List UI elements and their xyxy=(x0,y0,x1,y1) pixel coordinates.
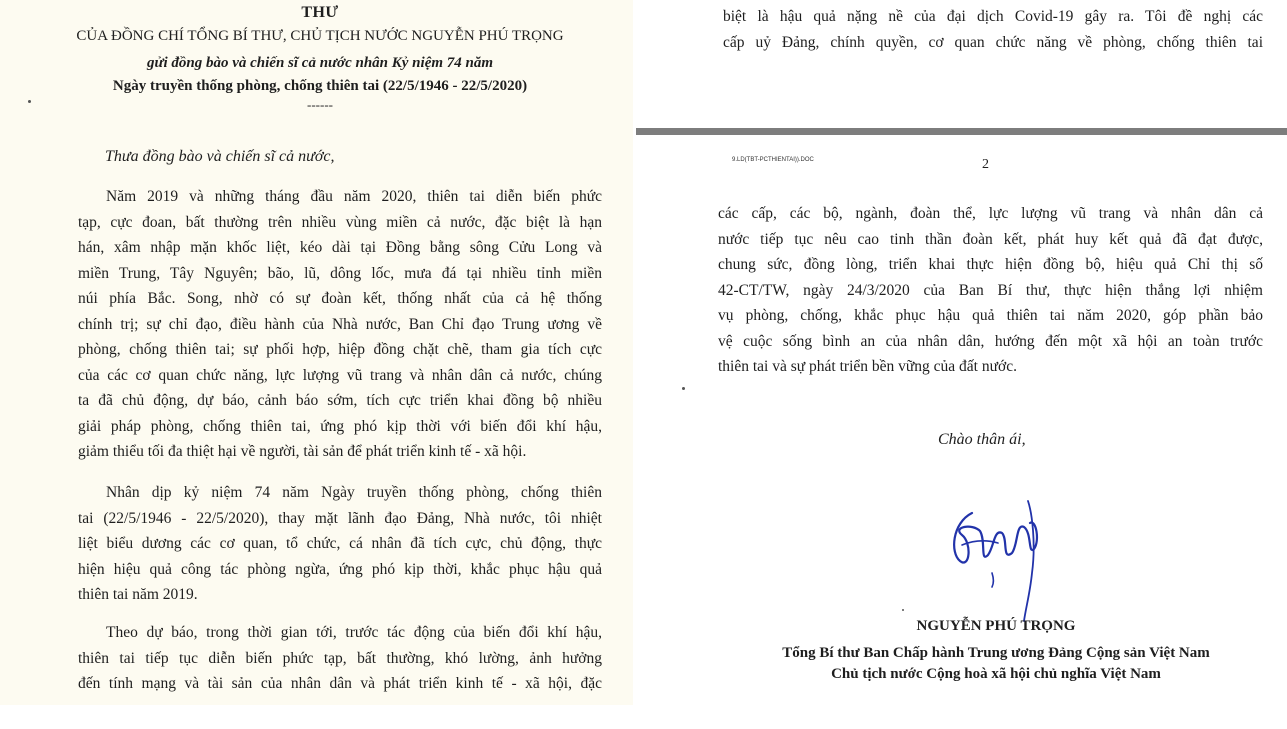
paragraph-line: ta đã chủ động, dự báo, cảnh báo sớm, tích cực triển khai đồng bộ nhiều xyxy=(78,392,602,409)
paragraph-line: núi phía Bắc. Song, nhờ có sự đoàn kết, thống nhất của cả hệ thống xyxy=(78,290,602,307)
paragraph-line: hán, xâm nhập mặn khốc liệt, kéo dài tại Đồng bằng sông Cửu Long và xyxy=(78,239,602,256)
paragraph-line: tạp, cực đoan, bất thường trên nhiều vùng miền cả nước, đặc biệt là hạn xyxy=(78,213,602,231)
paragraph-line: đến tính mạng và tài sản của nhân dân và phát triển kinh tế - xã hội, đặc xyxy=(78,675,602,692)
paragraph-line: miền Trung, Tây Nguyên; bão, lũ, dông lốc, mưa đá tại nhiều tỉnh miền xyxy=(78,264,602,282)
paragraph-line: phòng, chống thiên tai; sự phối hợp, hiệp đồng chặt chẽ, tham gia tích cực xyxy=(78,341,602,358)
paragraph-line: các cấp, các bộ, ngành, đoàn thể, lực lượng vũ trang và nhân dân cả xyxy=(718,205,1263,222)
paragraph-line: cấp uỷ Đảng, chính quyền, cơ quan chức năng về phòng, chống thiên tai xyxy=(723,33,1263,51)
paragraph-line: liệt biểu dương các cơ quan, tổ chức, cá nhân đã tích cực, chủ động, thực xyxy=(78,535,602,552)
page-divider xyxy=(636,128,1287,135)
closing-greeting: Chào thân ái, xyxy=(938,431,1026,448)
page-number: 2 xyxy=(982,157,989,172)
letter-page-1 xyxy=(0,0,633,705)
letter-page-2 xyxy=(636,135,1287,729)
letter-title: THƯ xyxy=(301,4,339,21)
letter-recipient-line: gửi đồng bào và chiến sĩ cả nước nhân Kỷ niệm 74 năm xyxy=(146,55,494,71)
paragraph-line: tai (22/5/1946 - 22/5/2020), thay mặt lãnh đạo Đảng, Nhà nước, tôi nhiệt xyxy=(78,509,602,527)
paragraph-line: vụ phòng, chống, khắc phục hậu quả thiên tai năm 2020, góp phần bảo xyxy=(718,307,1263,324)
paragraph-line: Theo dự báo, trong thời gian tới, trước tác động của biến đổi khí hậu, xyxy=(106,624,602,641)
paragraph-1 xyxy=(78,184,602,465)
continued-paragraph xyxy=(723,4,1263,55)
header-separator: ------ xyxy=(307,97,333,112)
paragraph-line: chính trị; sự chỉ đạo, điều hành của Nhà nước, Ban Chỉ đạo Trung ương về xyxy=(78,315,602,333)
letter-page-1-continued xyxy=(636,0,1287,128)
paragraph-line: nước tiếp tục nêu cao tinh thần đoàn kết, phát huy kết quả đã đạt được, xyxy=(718,230,1263,248)
paragraph-line: vệ cuộc sống bình an của nhân dân, hướng đến một xã hội an toàn trước xyxy=(718,332,1263,350)
scan-speck xyxy=(28,100,31,103)
paragraph-line: hiện hiệu quả công tác phòng ngừa, ứng phó kịp thời, khắc phục hậu quả xyxy=(78,560,602,578)
paragraph-line: Nhân dịp kỷ niệm 74 năm Ngày truyền thống phòng, chống thiên xyxy=(106,484,602,501)
letter-sender-line: CỦA ĐỒNG CHÍ TỔNG BÍ THƯ, CHỦ TỊCH NƯỚC NGUYỄN PHÚ TRỌNG xyxy=(76,28,564,44)
paragraph-line: thiên tai và sự phát triển bền vững của đất nước. xyxy=(718,358,1017,375)
paragraph-line: 42-CT/TW, ngày 24/3/2020 của Ban Bí thư, thực hiện thắng lợi nhiệm xyxy=(718,281,1263,299)
paragraph-2 xyxy=(78,480,602,608)
paragraph-4 xyxy=(718,201,1263,380)
signature-image xyxy=(932,483,1062,623)
file-reference: 9.LD(TBT-PCTHIENTAI)).DOC xyxy=(732,157,814,163)
signer-name: NGUYỄN PHÚ TRỌNG xyxy=(916,618,1076,634)
paragraph-3 xyxy=(78,620,602,697)
scan-speck xyxy=(682,387,685,390)
paragraph-line: biệt là hậu quả nặng nề của đại dịch Covid-19 gây ra. Tôi đề nghị các xyxy=(723,8,1263,25)
signer-title-state: Chủ tịch nước Cộng hoà xã hội chủ nghĩa Việt Nam xyxy=(831,666,1161,682)
paragraph-line: giảm thiểu tối đa thiệt hại về người, tài sản để phát triển kinh tế - xã hội. xyxy=(78,443,527,460)
paragraph-line: chung sức, đồng lòng, triển khai thực hiện đồng bộ, hiệu quả Chỉ thị số xyxy=(718,256,1263,273)
paragraph-line: thiên tai tiếp tục diễn biến phức tạp, bất thường, khó lường, ảnh hưởng xyxy=(78,649,602,667)
scan-speck xyxy=(902,609,904,611)
paragraph-line: giải pháp phòng, chống thiên tai, ứng phó kịp thời với biến đổi khí hậu, xyxy=(78,417,602,435)
paragraph-line: Năm 2019 và những tháng đầu năm 2020, thiên tai diễn biến phức xyxy=(106,188,602,205)
salutation: Thưa đồng bào và chiến sĩ cả nước, xyxy=(105,148,335,165)
paragraph-line: của các cơ quan chức năng, lực lượng vũ trang và nhân dân cả nước, chúng xyxy=(78,366,602,384)
letter-occasion-line: Ngày truyền thống phòng, chống thiên tai (22/5/1946 - 22/5/2020) xyxy=(112,78,528,94)
paragraph-line: thiên tai năm 2019. xyxy=(78,586,198,603)
signer-title-party: Tổng Bí thư Ban Chấp hành Trung ương Đảng Cộng sản Việt Nam xyxy=(782,645,1210,661)
